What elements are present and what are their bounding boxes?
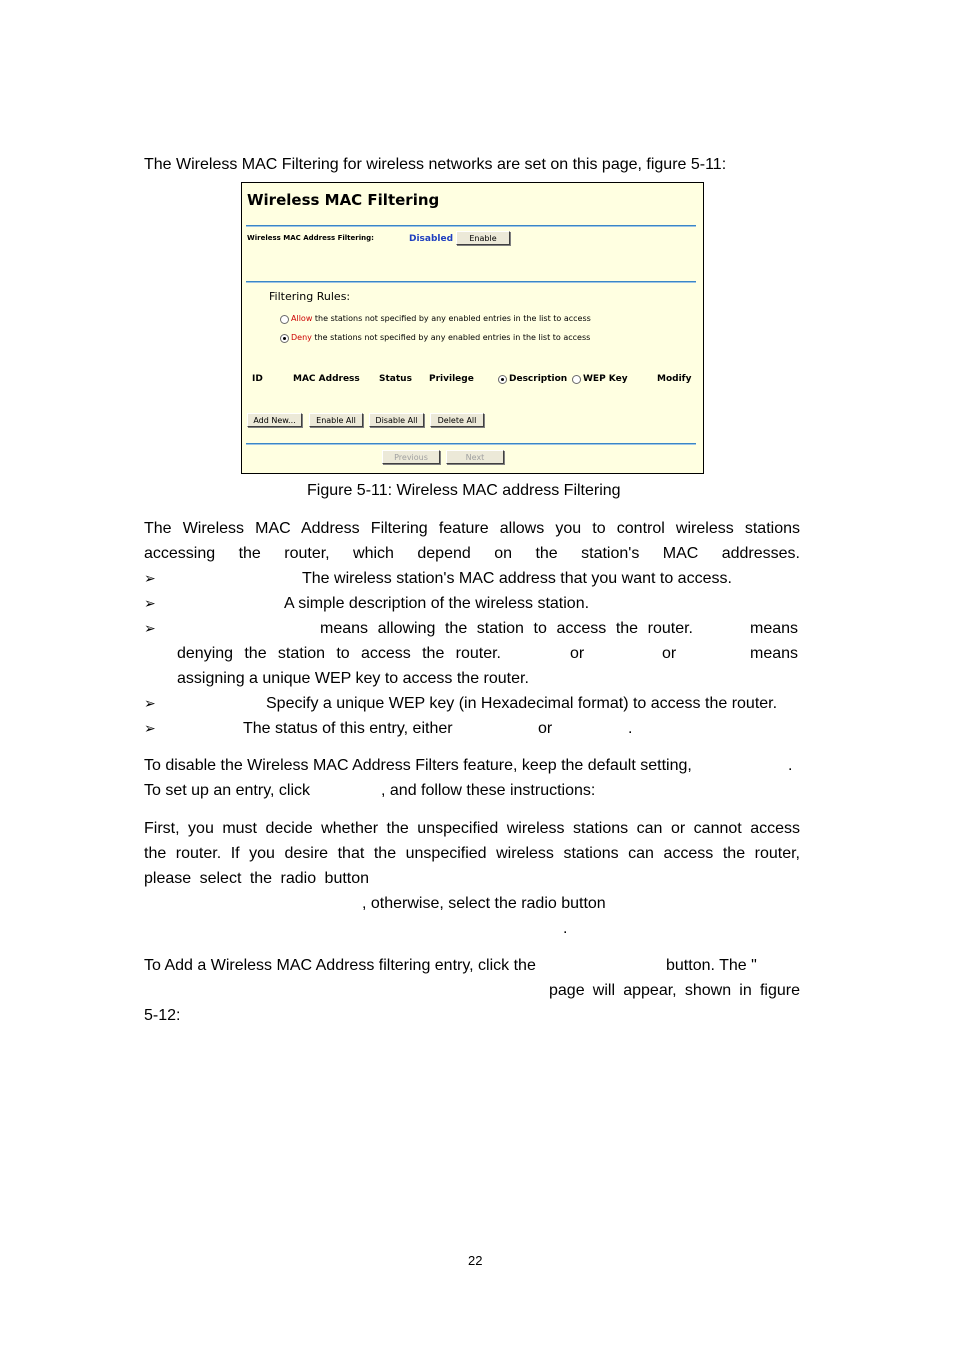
col-modify: Modify — [657, 374, 692, 384]
bullet-status-dot: . — [628, 720, 633, 737]
filtering-rules-label: Filtering Rules: — [269, 290, 351, 303]
bullet-privilege-l1: means allowing the station to access the router. — [320, 620, 693, 637]
enable-button[interactable]: Enable — [456, 231, 510, 245]
divider — [246, 443, 696, 445]
description-radio[interactable] — [498, 375, 507, 384]
wep-key-radio[interactable] — [572, 375, 581, 384]
bullet-description: A simple description of the wireless station. — [284, 595, 590, 612]
filter-status: Disabled — [409, 234, 454, 244]
bullet-privilege-means-2: means — [750, 645, 799, 662]
bullet-wep-key: Specify a unique WEP key (in Hexadecimal format) to access the router. — [266, 695, 778, 712]
add-new-button[interactable]: Add New... — [247, 413, 302, 427]
paragraph-3-line-2: the router. If you desire that the unspecified wireless stations can access the router, — [144, 845, 800, 862]
wireless-mac-filtering-screenshot — [241, 182, 704, 474]
intro-text: The Wireless MAC Filtering for wireless networks are set on this page, figure 5-11: — [144, 156, 727, 173]
enable-all-button[interactable]: Enable All — [309, 413, 363, 427]
paragraph-3-line-1: First, you must decide whether the unspecified wireless stations can or cannot access — [144, 820, 800, 837]
bullet-icon: ➢ — [144, 570, 156, 586]
bullet-privilege-l2: denying the station to access the router. — [177, 645, 501, 662]
screenshot-title: Wireless MAC Filtering — [247, 191, 440, 209]
paragraph-3-line-3: please select the radio button — [144, 870, 370, 887]
col-description: Description — [509, 374, 568, 384]
paragraph-1: The Wireless MAC Address Filtering feature allows you to control wireless stations accessing the router, which depend on the station's MAC addresses. — [144, 520, 800, 562]
bullet-status-or: or — [538, 720, 553, 737]
divider — [246, 281, 696, 283]
allow-radio[interactable] — [280, 315, 289, 324]
previous-button[interactable]: Previous — [382, 450, 440, 464]
paragraph-2-line-1: To disable the Wireless MAC Address Filters feature, keep the default setting, — [144, 757, 692, 774]
bullet-privilege-means: means — [750, 620, 799, 637]
paragraph-4-line-2: page will appear, shown in figure — [549, 982, 800, 999]
bullet-icon: ➢ — [144, 620, 156, 636]
col-wep-key: WEP Key — [583, 374, 628, 384]
bullet-privilege-or-2: or — [662, 645, 677, 662]
col-status: Status — [379, 374, 412, 384]
paragraph-3-line-4: , otherwise, select the radio button — [362, 895, 606, 912]
bullet-privilege-or-1: or — [570, 645, 585, 662]
col-privilege: Privilege — [429, 374, 474, 384]
allow-word: Allow — [291, 314, 313, 323]
col-mac-address: MAC Address — [293, 374, 360, 384]
col-id: ID — [252, 374, 263, 384]
bullet-mac-address: The wireless station's MAC address that you want to access. — [302, 570, 732, 587]
paragraph-2-line-2a: To set up an entry, click — [144, 782, 310, 799]
allow-rule-desc: the stations not specified by any enabled entries in the list to access — [312, 314, 591, 323]
divider — [246, 225, 696, 227]
paragraph-3-line-5: . — [563, 920, 568, 937]
filter-label: Wireless MAC Address Filtering: — [247, 234, 374, 242]
bullet-privilege-l3: assigning a unique WEP key to access the router. — [177, 670, 529, 687]
deny-rule-desc: the stations not specified by any enabled entries in the list to access — [311, 333, 591, 342]
paragraph-2-line-2b: , and follow these instructions: — [381, 782, 596, 799]
paragraph-4-line-3: 5-12: — [144, 1007, 181, 1024]
deny-radio[interactable] — [280, 334, 289, 343]
next-button[interactable]: Next — [446, 450, 504, 464]
paragraph-4-line-1b: button. The " — [666, 957, 757, 974]
figure-caption: Figure 5-11: Wireless MAC address Filtering — [307, 482, 621, 499]
page-number: 22 — [468, 1253, 483, 1268]
delete-all-button[interactable]: Delete All — [430, 413, 484, 427]
paragraph-4-line-1a: To Add a Wireless MAC Address filtering entry, click the — [144, 957, 536, 974]
disable-all-button[interactable]: Disable All — [369, 413, 424, 427]
bullet-status: The status of this entry, either — [243, 720, 453, 737]
bullet-icon: ➢ — [144, 695, 156, 711]
bullet-icon: ➢ — [144, 720, 156, 736]
bullet-icon: ➢ — [144, 595, 156, 611]
paragraph-2-dot: . — [788, 757, 793, 774]
allow-rule-text — [291, 314, 591, 323]
deny-word: Deny — [291, 333, 312, 342]
deny-rule-text — [291, 333, 590, 342]
